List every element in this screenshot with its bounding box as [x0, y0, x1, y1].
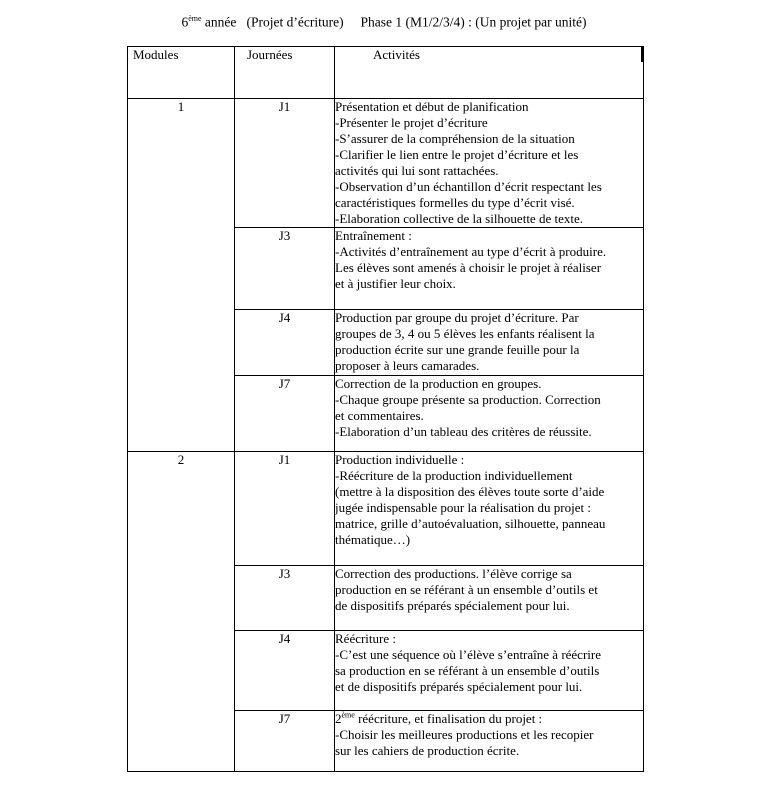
activity-line: thématique…) — [335, 532, 411, 547]
activity-line: Correction de la production en groupes. — [335, 376, 542, 391]
activity-line: -Réécriture de la production individuellement — [335, 468, 573, 483]
activity-line: proposer à leurs camarades. — [335, 358, 480, 373]
activity-line: -Choisir les meilleures productions et les recopier — [335, 727, 594, 742]
activity-line: sa production en se référant à un ensemble d’outils — [335, 663, 600, 678]
activity-line: groupes de 3, 4 ou 5 élèves les enfants réalisent la — [335, 326, 595, 341]
day-cell: J4 — [235, 631, 335, 711]
activity-line-text: réécriture, et finalisation du projet : — [354, 711, 543, 726]
page-title — [0, 14, 768, 31]
activity-line: (mettre à la disposition des élèves toute sorte d’aide — [335, 484, 605, 499]
activity-line: -S’assurer de la compréhension de la situation — [335, 131, 575, 146]
header-activities: Activités — [335, 47, 644, 99]
activity-cell — [335, 566, 644, 631]
module-cell: 2 — [128, 452, 235, 772]
grade-word: année — [204, 14, 237, 30]
activity-cell — [335, 310, 644, 376]
day-cell: J1 — [235, 99, 335, 228]
module-cell: 1 — [128, 99, 235, 452]
activity-line: Production par groupe du projet d’écriture. Par — [335, 310, 579, 325]
ordinal-superscript: ème — [341, 710, 355, 720]
activity-line: Présentation et début de planification — [335, 99, 529, 114]
activity-line: -Elaboration d’un tableau des critères de réussite. — [335, 424, 592, 439]
activity-cell — [335, 228, 644, 310]
activity-line: jugée indispensable pour la réalisation du projet : — [335, 500, 591, 515]
activity-line: -Clarifier le lien entre le projet d’écriture et les — [335, 147, 579, 162]
activity-line: caractéristiques formelles du type d’écrit visé. — [335, 195, 575, 210]
activity-line: matrice, grille d’autoévaluation, silhouette, panneau — [335, 516, 606, 531]
activity-line — [335, 711, 643, 727]
activity-line: -Elaboration collective de la silhouette de texte. — [335, 211, 583, 226]
phase-label: Phase 1 (M1/2/3/4) : (Un projet par unité) — [360, 14, 587, 30]
day-cell: J4 — [235, 310, 335, 376]
activity-line: -Présenter le projet d’écriture — [335, 115, 488, 130]
grade-superscript: ème — [188, 14, 202, 23]
activity-line: et de dispositifs préparés spécialement pour lui. — [335, 679, 583, 694]
activity-line: sur les cahiers de production écrite. — [335, 743, 520, 758]
activity-line: Les élèves sont amenés à choisir le projet à réaliser — [335, 260, 602, 275]
activity-line: Production individuelle : — [335, 452, 465, 467]
project-label: (Projet d’écriture) — [246, 14, 344, 30]
planning-table — [127, 46, 644, 772]
day-cell: J7 — [235, 711, 335, 772]
day-cell: J7 — [235, 376, 335, 452]
day-cell: J3 — [235, 228, 335, 310]
day-cell: J1 — [235, 452, 335, 566]
table-header-row — [128, 47, 644, 99]
activity-line: Entraînement : — [335, 228, 412, 243]
activity-line: activités qui lui sont rattachées. — [335, 163, 499, 178]
header-modules: Modules — [128, 47, 235, 99]
activity-line: -Activités d’entraînement au type d’écrit à produire. — [335, 244, 607, 259]
activity-line: production en se référant à un ensemble d’outils et — [335, 582, 598, 597]
activity-line: Correction des productions. l’élève corrige sa — [335, 566, 572, 581]
activity-line: -Chaque groupe présente sa production. Correction — [335, 392, 601, 407]
table-row — [128, 452, 644, 566]
activity-cell — [335, 711, 644, 772]
activity-line: et à justifier leur choix. — [335, 276, 456, 291]
activity-line: Réécriture : — [335, 631, 396, 646]
activity-line: et commentaires. — [335, 408, 424, 423]
day-cell: J3 — [235, 566, 335, 631]
activity-line: -C’est une séquence où l’élève s’entraîne à réécrire — [335, 647, 601, 662]
table-row — [128, 99, 644, 228]
activity-cell — [335, 631, 644, 711]
activity-line: -Observation d’un échantillon d’écrit respectant les — [335, 179, 602, 194]
activity-cell — [335, 452, 644, 566]
grade-number: 6 — [181, 14, 189, 30]
activity-line: de dispositifs préparés spécialement pour lui. — [335, 598, 570, 613]
ordinal-number: 2 — [335, 711, 342, 726]
activity-cell — [335, 376, 644, 452]
activity-cell — [335, 99, 644, 228]
header-days: Journées — [235, 47, 335, 99]
activity-line: production écrite sur une grande feuille pour la — [335, 342, 580, 357]
